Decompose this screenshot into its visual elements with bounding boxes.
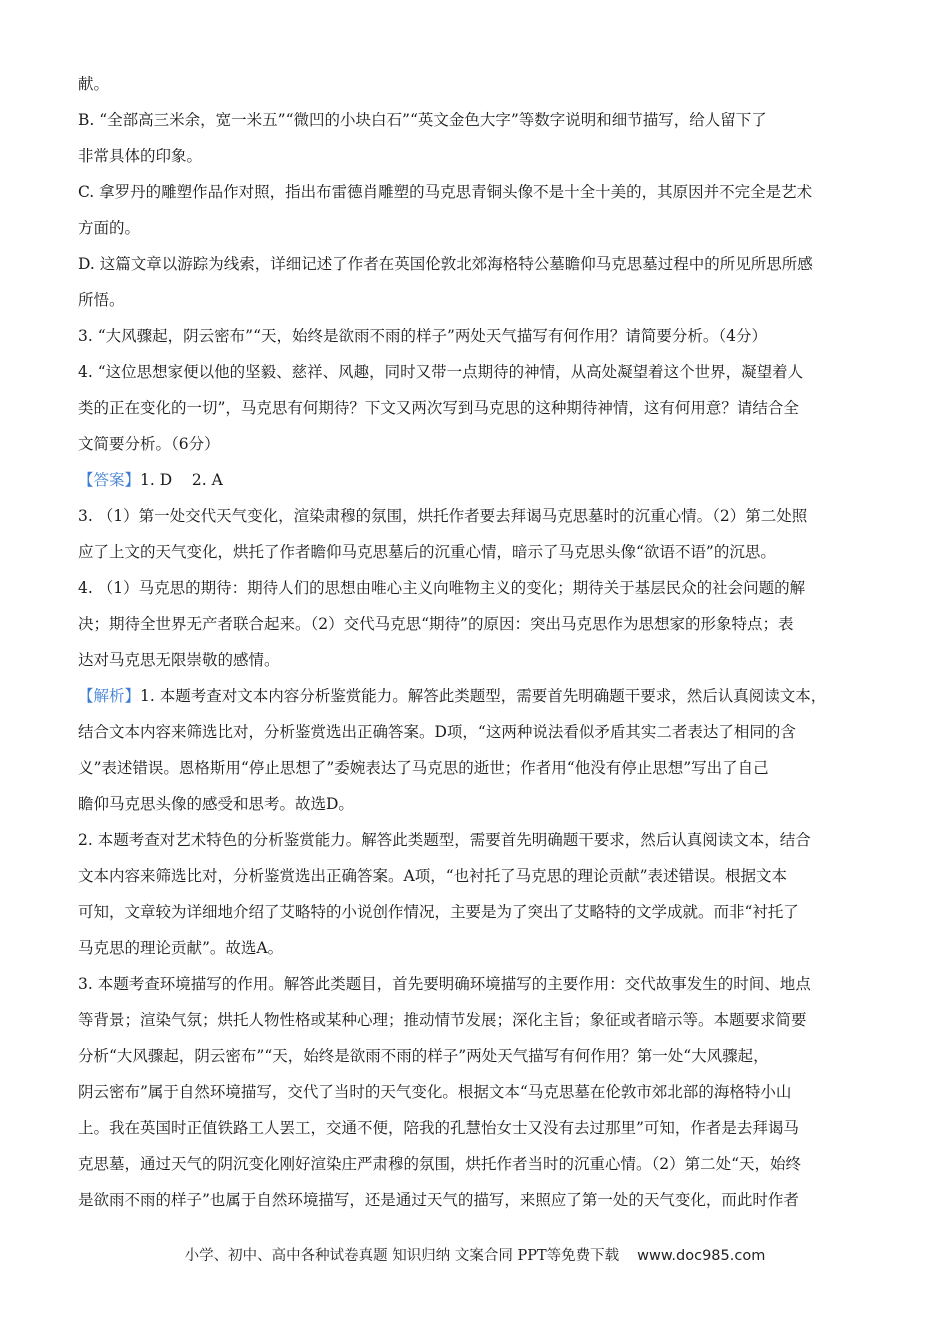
- answer-block: [78, 498, 878, 678]
- analysis-line: 义”表述错误。恩格斯用“停止思想了”委婉表达了马克思的逝世；作者用“他没有停止思想”写出了自己: [78, 759, 769, 777]
- text-line: 方面的。: [78, 219, 141, 237]
- analysis-line: 是欲雨不雨的样子”也属于自然环境描写，还是通过天气的描写，来照应了第一处的天气变化，而此时作者: [78, 1191, 799, 1209]
- analysis-line: 3. 本题考查环境描写的作用。解答此类题目，首先要明确环境描写的主要作用：交代故事发生的时间、地点: [78, 975, 811, 993]
- document-body: [78, 66, 878, 1218]
- analysis-line: 等背景；渲染气氛；烘托人物性格或某种心理；推动情节发展；深化主旨；象征或者暗示等。本题要求简要: [78, 1011, 807, 1029]
- analysis-line: 克思墓，通过天气的阴沉变化刚好渲染庄严肃穆的氛围，烘托作者当时的沉重心情。（2）第二处“天，始终: [78, 1155, 802, 1173]
- text-line: 所悟。: [78, 291, 125, 309]
- analysis-line: 文本内容来筛选比对，分析鉴赏选出正确答案。A项，“也衬托了马克思的理论贡献”表述错误。根据文本: [78, 867, 788, 885]
- analysis-line: 可知，文章较为详细地介绍了艾略特的小说创作情况，主要是为了突出了艾略特的文学成就。而非“衬托了: [78, 903, 799, 921]
- answer-heading-line: [78, 462, 878, 498]
- analysis-line: 分析“大风骤起，阴云密布”“天，始终是欲雨不雨的样子”两处天气描写有何作用？第一处“大风骤起，: [78, 1047, 769, 1065]
- text-line: 文简要分析。（6分）: [78, 435, 220, 453]
- answer-line: 4. （1）马克思的期待：期待人们的思想由唯心主义向唯物主义的变化；期待关于基层民众的社会问题的解: [78, 579, 806, 597]
- text-line: 非常具体的印象。: [78, 147, 203, 165]
- analysis-label: 【解析】: [78, 687, 141, 705]
- answer-label: 【答案】: [78, 471, 141, 489]
- text-line: D. 这篇文章以游踪为线索，详细记述了作者在英国伦敦北郊海格特公墓瞻仰马克思墓过程中的所见所思所感: [78, 255, 813, 273]
- analysis-heading-line: [78, 678, 878, 714]
- analysis-line: 马克思的理论贡献”。故选A。: [78, 939, 284, 957]
- footer-text: 小学、初中、高中各种试卷真题 知识归纳 文案合同 PPT等免费下载: [184, 1248, 620, 1264]
- question-block: [78, 66, 878, 462]
- answer-line: 应了上文的天气变化，烘托了作者瞻仰马克思墓后的沉重心情，暗示了马克思头像“欲语不语”的沉思。: [78, 543, 776, 561]
- answer-line: 决；期待全世界无产者联合起来。（2）交代马克思“期待”的原因：突出马克思作为思想家的形象特点；表: [78, 615, 794, 633]
- analysis-block: [78, 714, 878, 1218]
- text-line: C. 拿罗丹的雕塑作品作对照，指出布雷德肖雕塑的马克思青铜头像不是十全十美的，其原因并不完全是艺术: [78, 183, 813, 201]
- analysis-line: 2. 本题考查对艺术特色的分析鉴赏能力。解答此类题型，需要首先明确题干要求，然后认真阅读文本，结合: [78, 831, 811, 849]
- page-footer: [0, 1244, 950, 1265]
- text-line: 3. “大风骤起，阴云密布”“天，始终是欲雨不雨的样子”两处天气描写有何作用？请简要分析。（4分）: [78, 327, 768, 345]
- analysis-line: 阴云密布”属于自然环境描写，交代了当时的天气变化。根据文本“马克思墓在伦敦市郊北部的海格特小山: [78, 1083, 792, 1101]
- analysis-line: 结合文本内容来筛选比对，分析鉴赏选出正确答案。D项，“这两种说法看似矛盾其实二者表达了相同的含: [78, 723, 796, 741]
- footer-url: www.doc985.com: [637, 1248, 766, 1264]
- answer-text: 1. D 2. A: [140, 471, 223, 489]
- text-line: 献。: [78, 75, 110, 93]
- analysis-first-text: 1. 本题考查对文本内容分析鉴赏能力。解答此类题型，需要首先明确题干要求，然后认真阅读文本，: [140, 687, 827, 705]
- answer-line: 达对马克思无限崇敬的感情。: [78, 651, 280, 669]
- text-line: 4. “这位思想家便以他的坚毅、慈祥、风趣，同时又带一点期待的神情，从高处凝望着这个世界，凝望着人: [78, 363, 804, 381]
- answer-line: 3. （1）第一处交代天气变化，渲染肃穆的氛围，烘托作者要去拜谒马克思墓时的沉重心情。（2）第二处照: [78, 507, 808, 525]
- text-line: 类的正在变化的一切”，马克思有何期待？下文又两次写到马克思的这种期待神情，这有何用意？请结合全: [78, 399, 799, 417]
- analysis-line: 上。我在英国时正值铁路工人罢工，交通不便，陪我的孔慧怡女士又没有去过那里”可知，作者是去拜谒马: [78, 1119, 799, 1137]
- text-line: B. “全部高三米余，宽一米五”“微凹的小块白石”“英文金色大字”等数字说明和细节描写，给人留下了: [78, 111, 767, 129]
- analysis-line: 瞻仰马克思头像的感受和思考。故选D。: [78, 795, 354, 813]
